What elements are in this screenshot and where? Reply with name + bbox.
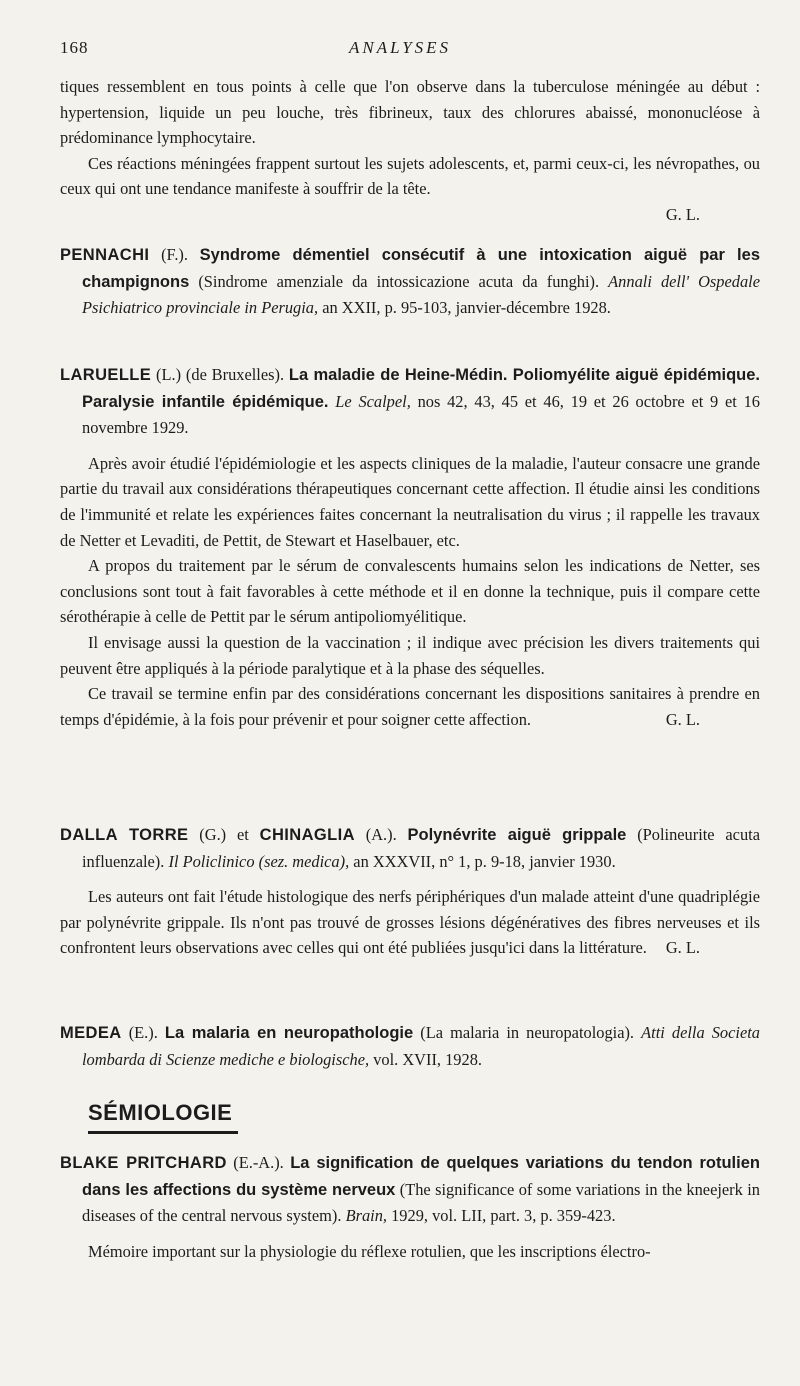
entry-title: La signification de quelques variations du tendon rotulien dans les affections du système nerveux: [82, 1154, 760, 1199]
entry-author-initial: (E.-A.).: [233, 1153, 284, 1172]
signature: G. L.: [665, 938, 700, 958]
section-rule: [88, 1131, 238, 1134]
entry-reference: an XXXVII, n° 1, p. 9-18, janvier 1930.: [353, 851, 616, 871]
entry-original-title: (The significance of some variations in the kneejerk in diseases of the central nervous system).: [82, 1179, 760, 1226]
page-header: [60, 38, 740, 62]
entry-reference: vol. XVII, 1928.: [373, 1049, 482, 1069]
abstract-paragraph: Après avoir étudié l'épidémiologie et les aspects cliniques de la maladie, l'auteur consacre une grande partie du travail aux considérations thérapeutiques concernant cette affection. Il étudie ainsi les conditions de l'immunité et relate les expériences faites concernant la neutralisation du virus ; il rappelle les travaux de Netter et Levaditi, de Pettit, de Stewart et Haselbauer, etc.: [60, 453, 760, 550]
entry-author-initial: (L.): [156, 365, 182, 384]
signature: G. L.: [665, 709, 700, 729]
entry-author: DALLA TORRE: [60, 826, 189, 844]
intro-paragraph-1: tiques ressemblent en tous points à celle que l'on observe dans la tuberculose méningée au début : hypertension, liquide un peu louche, très fibrineux, taux des chlorures abaissé, mononucléose à prédominance lymphocytaire.: [60, 77, 760, 148]
entry-author: BLAKE PRITCHARD: [60, 1154, 227, 1172]
abstract-paragraph: Les auteurs ont fait l'étude histologique des nerfs périphériques d'un malade atteint d'une quadriplégie par polynévrite grippale. Ils n'ont pas trouvé de grosses lésions dégénératives des fibres nerveuses et ils confrontent leurs observations avec celles qui ont été publiées jusqu'ici dans la littérature.: [60, 887, 760, 958]
abstract-paragraph: A propos du traitement par le sérum de convalescents humains selon les indications de Netter, ses conclusions sont tout à fait favorables à cette méthode et il en donne la technique, puis il compare cette sérothérapie à celle de Pettit par le sérum antipoliomyélitique.: [60, 556, 760, 627]
entry-journal: Annali dell' Ospedale Psichiatrico provinciale in Perugia,: [82, 271, 760, 318]
entry-reference: an XXII, p. 95-103, janvier-décembre 1928.: [322, 298, 611, 318]
entry-author: CHINAGLIA: [259, 826, 355, 844]
entry-author-initial: (F.).: [161, 245, 188, 264]
entry-author-initial: (A.).: [365, 825, 397, 844]
entry-author-initial: (E.).: [128, 1023, 158, 1042]
entry-title: Polynévrite aiguë grippale: [407, 826, 627, 844]
entry-journal: Atti della Societa lombarda di Scienze mediche e biologische,: [82, 1023, 760, 1069]
entry-journal: Brain,: [345, 1206, 387, 1226]
page-number: 168: [60, 38, 89, 57]
entry-original-title: (Sindrome amenziale da intossicazione acuta da funghi).: [198, 271, 600, 291]
entry-original-title: (Polineurite acuta influenzale).: [82, 825, 760, 871]
abstract-paragraph: Ce travail se termine enfin par des considérations concernant les dispositions sanitaires à prendre en temps d'épidémie, à la fois pour prévenir et pour soigner cette affection.: [60, 684, 760, 729]
entry-conjunction: et: [236, 825, 249, 844]
entry-reference: nos 42, 43, 45 et 46, 19 et 26 octobre et 9 et 16 novembre 1929.: [82, 391, 760, 438]
entry-author-initial: (G.): [199, 825, 227, 844]
entry-pennachi: [60, 242, 760, 321]
entry-original-title: (La malaria in neuropatologia).: [420, 1023, 635, 1042]
entry-journal: Le Scalpel,: [335, 391, 411, 411]
abstract-paragraph: Il envisage aussi la question de la vaccination ; il indique avec précision les divers traitements qui peuvent être appliqués à la période paralytique et à la phase des séquelles.: [60, 632, 760, 678]
entry-dalla-torre: [60, 822, 760, 961]
entry-title: La maladie de Heine-Médin. Poliomyélite aiguë épidémique. Paralysie infantile épidémique.: [82, 366, 761, 411]
entry-author-place: (de Bruxelles).: [185, 365, 285, 384]
intro-paragraph-2: Ces réactions méningées frappent surtout les sujets adolescents, et, parmi ceux-ci, les névropathes, ou ceux qui ont une tendance manifeste à souffrir de la tête.: [60, 153, 760, 199]
entry-journal: Il Policlinico (sez. medica),: [168, 851, 350, 871]
section-title: SÉMIOLOGIE: [88, 1100, 233, 1125]
entry-author: LARUELLE: [60, 366, 152, 384]
intro-section: [60, 74, 760, 228]
entry-title: La malaria en neuropathologie: [164, 1024, 414, 1042]
running-title: ANALYSES: [348, 38, 452, 57]
entry-blake-pritchard: [60, 1150, 760, 1264]
entry-author: PENNACHI: [60, 246, 150, 264]
entry-reference: 1929, vol. LII, part. 3, p. 359-423.: [391, 1206, 616, 1226]
entry-title: Syndrome démentiel consécutif à une intoxication aiguë par les champignons: [82, 246, 760, 291]
entry-laruelle: [60, 362, 760, 732]
entry-medea: [60, 1020, 760, 1072]
signature: G. L.: [665, 204, 700, 224]
abstract-paragraph: Mémoire important sur la physiologie du réflexe rotulien, que les inscriptions électro-: [88, 1241, 651, 1261]
entry-author: MEDEA: [60, 1024, 122, 1042]
